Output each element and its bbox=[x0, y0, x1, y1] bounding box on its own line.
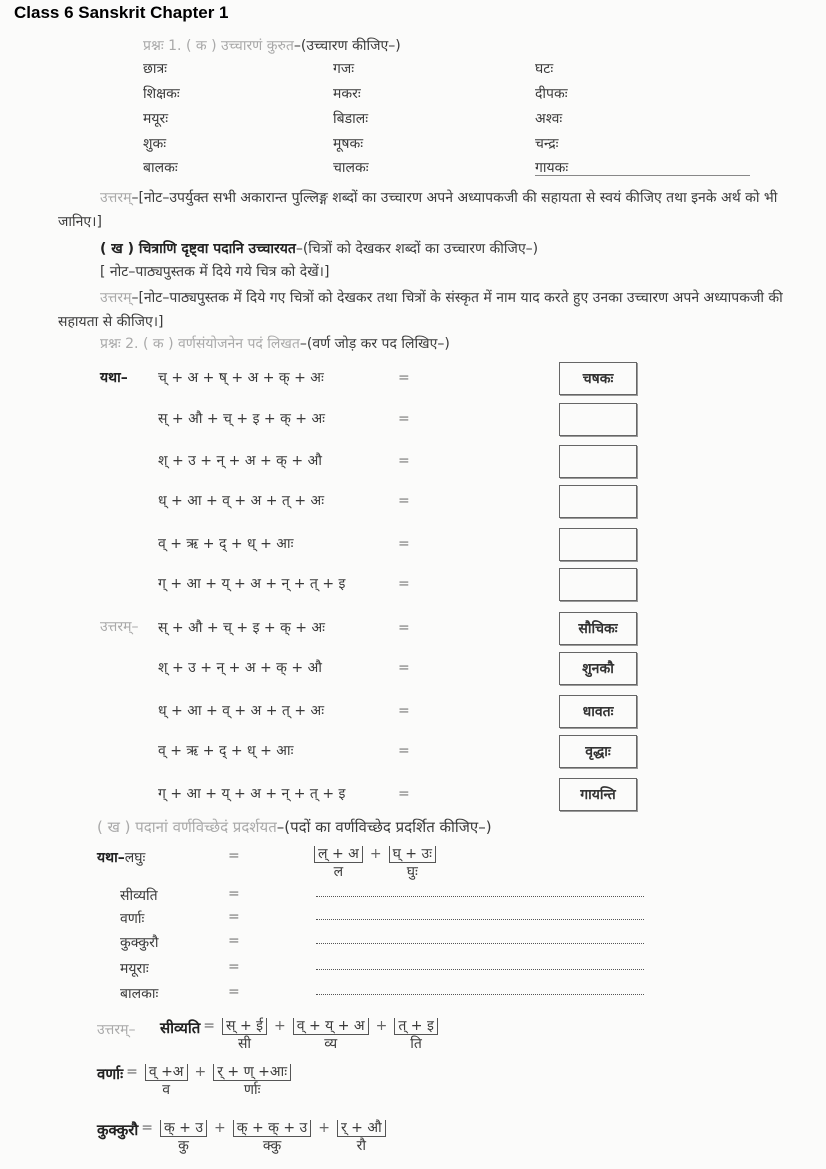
q1-heading bbox=[143, 36, 401, 55]
answer-label: उत्तरम्– bbox=[100, 619, 139, 635]
answer-box: गायन्ति bbox=[559, 778, 637, 811]
word-item: चन्द्रः bbox=[535, 136, 559, 152]
split-syllable: कु bbox=[178, 1138, 189, 1154]
answer-label: उत्तरम्– bbox=[97, 1022, 136, 1038]
formula-expression: ग् + आ + य् + अ + न् + त् + इ bbox=[158, 786, 346, 802]
word-item: शिक्षकः bbox=[143, 86, 180, 102]
q2-heading-hindi: –(वर्ण जोड़ कर पद लिखिए–) bbox=[299, 336, 450, 352]
formula-expression: ध् + आ + व् + अ + त् + अः bbox=[158, 493, 325, 509]
split-letters: स् + ई bbox=[222, 1018, 267, 1035]
split-group bbox=[314, 846, 363, 881]
word-item: अश्वः bbox=[535, 111, 563, 127]
split-group bbox=[337, 1120, 386, 1155]
answer-box bbox=[559, 528, 637, 561]
split-group bbox=[213, 1064, 291, 1099]
plus-sign: + bbox=[194, 1064, 207, 1080]
blank-line[interactable] bbox=[316, 994, 644, 995]
split-letters: र् + औ bbox=[337, 1120, 386, 1137]
equals-sign: = bbox=[228, 886, 240, 902]
word-item: मयूराः bbox=[120, 961, 149, 977]
answer-label: उत्तरम् bbox=[100, 290, 132, 306]
split-letters: घ् + उः bbox=[389, 846, 436, 863]
equals-sign: = bbox=[398, 620, 410, 636]
example-word: लघुः bbox=[124, 850, 146, 866]
formula-expression: स् + औ + च् + इ + क् + अः bbox=[158, 411, 325, 427]
answer-box bbox=[559, 403, 637, 436]
plus-sign: + bbox=[369, 846, 382, 862]
formula-expression: स् + औ + च् + इ + क् + अः bbox=[158, 620, 325, 636]
formula-expression: च् + अ + ष् + अ + क् + अः bbox=[158, 370, 324, 386]
plus-sign: + bbox=[318, 1120, 330, 1136]
answer-word: सीव्यति bbox=[160, 1019, 201, 1037]
equals-sign: = bbox=[228, 848, 240, 864]
equals-sign: = bbox=[398, 743, 410, 759]
equals-sign: = bbox=[398, 660, 410, 676]
split-syllable: सी bbox=[237, 1036, 252, 1052]
q2kh-heading bbox=[97, 817, 492, 837]
split-syllable: ल bbox=[333, 864, 344, 880]
equals-sign: = bbox=[141, 1120, 153, 1136]
equals-sign: = bbox=[228, 959, 240, 975]
equals-sign: = bbox=[228, 933, 240, 949]
word-item: चालकः bbox=[333, 160, 369, 176]
equals-sign: = bbox=[398, 536, 410, 552]
blank-line[interactable] bbox=[316, 943, 644, 944]
example-label: यथा– bbox=[100, 370, 128, 386]
q1kh-heading-hindi: –(चित्रों को देखकर शब्दों का उच्चारण कीजिए–) bbox=[295, 241, 539, 257]
split-group bbox=[145, 1064, 188, 1099]
split-letters: व् +अ bbox=[145, 1064, 188, 1081]
equals-sign: = bbox=[398, 703, 410, 719]
split-group bbox=[293, 1018, 369, 1053]
formula-expression: ग् + आ + य् + अ + न् + त् + इ bbox=[158, 576, 346, 592]
word-item: बिडालः bbox=[333, 111, 369, 127]
q1-answer bbox=[58, 186, 786, 234]
split-letters: क् + क् + उ bbox=[233, 1120, 311, 1137]
split-syllable: क्कु bbox=[262, 1138, 282, 1154]
answer-box bbox=[559, 485, 637, 518]
split-letters: व् + य् + अ bbox=[293, 1018, 369, 1035]
word-item: शुकः bbox=[143, 136, 167, 152]
divider bbox=[535, 175, 750, 176]
example-row bbox=[97, 848, 145, 867]
q2kh-heading-sanskrit: ( ख ) पदानां वर्णविच्छेदं प्रदर्शयत bbox=[97, 818, 277, 836]
equals-sign: = bbox=[398, 786, 410, 802]
word-item: घटः bbox=[535, 61, 554, 77]
q1-heading-hindi: –(उच्चारण कीजिए–) bbox=[293, 38, 401, 54]
q1kh-heading bbox=[100, 239, 538, 258]
answer-row bbox=[160, 1018, 442, 1053]
formula-expression: ध् + आ + व् + अ + त् + अः bbox=[158, 703, 325, 719]
answer-box bbox=[559, 568, 637, 601]
answer-box: सौचिकः bbox=[559, 612, 637, 645]
answer-word: वर्णाः bbox=[97, 1065, 124, 1083]
split-group bbox=[389, 846, 436, 881]
equals-sign: = bbox=[398, 370, 410, 386]
page-title: Class 6 Sanskrit Chapter 1 bbox=[14, 3, 229, 22]
equals-sign: = bbox=[126, 1064, 138, 1080]
equals-sign: = bbox=[398, 411, 410, 427]
q2kh-heading-hindi: –(पदों का वर्णविच्छेद प्रदर्शित कीजिए–) bbox=[276, 818, 492, 836]
word-item: मयूरः bbox=[143, 111, 169, 127]
word-item: मूषकः bbox=[333, 136, 364, 152]
blank-line[interactable] bbox=[316, 969, 644, 970]
word-item: मकरः bbox=[333, 86, 361, 102]
answer-box: चषकः bbox=[559, 362, 637, 395]
q1kh-heading-sanskrit: ( ख ) चित्राणि दृष्ट्वा पदानि उच्चारयत bbox=[100, 241, 296, 257]
equals-sign: = bbox=[398, 576, 410, 592]
answer-box: शुनकौ bbox=[559, 652, 637, 685]
q2-heading-sanskrit: प्रश्नः 2. ( क ) वर्णसंयोजनेन पदं लिखत bbox=[100, 336, 300, 352]
formula-expression: श् + उ + न् + अ + क् + औ bbox=[158, 660, 322, 676]
blank-line[interactable] bbox=[316, 896, 644, 897]
answer-word: कुक्कुरौ bbox=[97, 1121, 139, 1139]
split-syllable: र्णाः bbox=[243, 1082, 261, 1098]
word-item: वर्णाः bbox=[120, 911, 145, 927]
word-item: गायकः bbox=[535, 160, 569, 176]
q1kh-answer bbox=[58, 286, 786, 334]
answer-text: –[नोट–उपर्युक्त सभी अकारान्त पुल्लिङ्ग शब्दों का उच्चारण अपने अध्यापकजी की सहायता से स्वयं कीजिए तथा इनके अर्थ को भी जानिए।] bbox=[58, 190, 778, 230]
word-item: बालकः bbox=[143, 160, 178, 176]
split-letters: त् + इ bbox=[394, 1018, 438, 1035]
word-item: कुक्कुरौ bbox=[120, 935, 159, 951]
q1kh-note: [ नोट–पाठ्यपुस्तक में दिये गये चित्र को देखें।] bbox=[100, 264, 330, 280]
split-group bbox=[160, 1120, 207, 1155]
equals-sign: = bbox=[398, 453, 410, 469]
split-syllable: व bbox=[162, 1082, 171, 1098]
example-split bbox=[310, 846, 440, 881]
split-syllable: ति bbox=[410, 1036, 422, 1052]
answer-box: धावतः bbox=[559, 695, 637, 728]
equals-sign: = bbox=[228, 984, 240, 1000]
q2-heading bbox=[100, 334, 450, 353]
equals-sign: = bbox=[398, 493, 410, 509]
split-letters: क् + उ bbox=[160, 1120, 207, 1137]
plus-sign: + bbox=[375, 1018, 388, 1034]
blank-line[interactable] bbox=[316, 919, 644, 920]
answer-row bbox=[97, 1120, 390, 1155]
split-group bbox=[394, 1018, 438, 1053]
formula-expression: श् + उ + न् + अ + क् + औ bbox=[158, 453, 322, 469]
equals-sign: = bbox=[228, 909, 240, 925]
split-group bbox=[233, 1120, 311, 1155]
word-item: सीव्यति bbox=[120, 888, 158, 904]
word-item: बालकाः bbox=[120, 986, 159, 1002]
formula-expression: व् + ऋ + द् + ध् + आः bbox=[158, 743, 294, 759]
formula-expression: व् + ऋ + द् + ध् + आः bbox=[158, 536, 294, 552]
split-letters: ल् + अ bbox=[314, 846, 363, 863]
answer-box bbox=[559, 445, 637, 478]
split-syllable: घुः bbox=[406, 864, 418, 880]
word-item: दीपकः bbox=[535, 86, 568, 102]
word-item: छात्रः bbox=[143, 61, 167, 77]
word-item: गजः bbox=[333, 61, 355, 77]
split-letters: र् + ण् +आः bbox=[213, 1064, 291, 1081]
plus-sign: + bbox=[274, 1018, 286, 1034]
answer-box: वृद्धाः bbox=[559, 735, 637, 768]
answer-label: उत्तरम् bbox=[100, 190, 132, 206]
q1-heading-sanskrit: प्रश्नः 1. ( क ) उच्चारणं कुरुत bbox=[143, 38, 294, 54]
answer-row bbox=[97, 1064, 295, 1099]
split-syllable: रौ bbox=[356, 1138, 366, 1154]
equals-sign: = bbox=[203, 1018, 216, 1034]
answer-text: –[नोट–पाठ्यपुस्तक में दिये गए चित्रों को देखकर तथा चित्रों के संस्कृत में नाम याद करते हुए उनका उच्चारण अपने अध्यापकजी की सहायता से कीजिए।] bbox=[58, 290, 783, 330]
split-group bbox=[222, 1018, 267, 1053]
plus-sign: + bbox=[214, 1120, 226, 1136]
example-label: यथा– bbox=[97, 850, 125, 866]
split-syllable: व्य bbox=[324, 1036, 338, 1052]
